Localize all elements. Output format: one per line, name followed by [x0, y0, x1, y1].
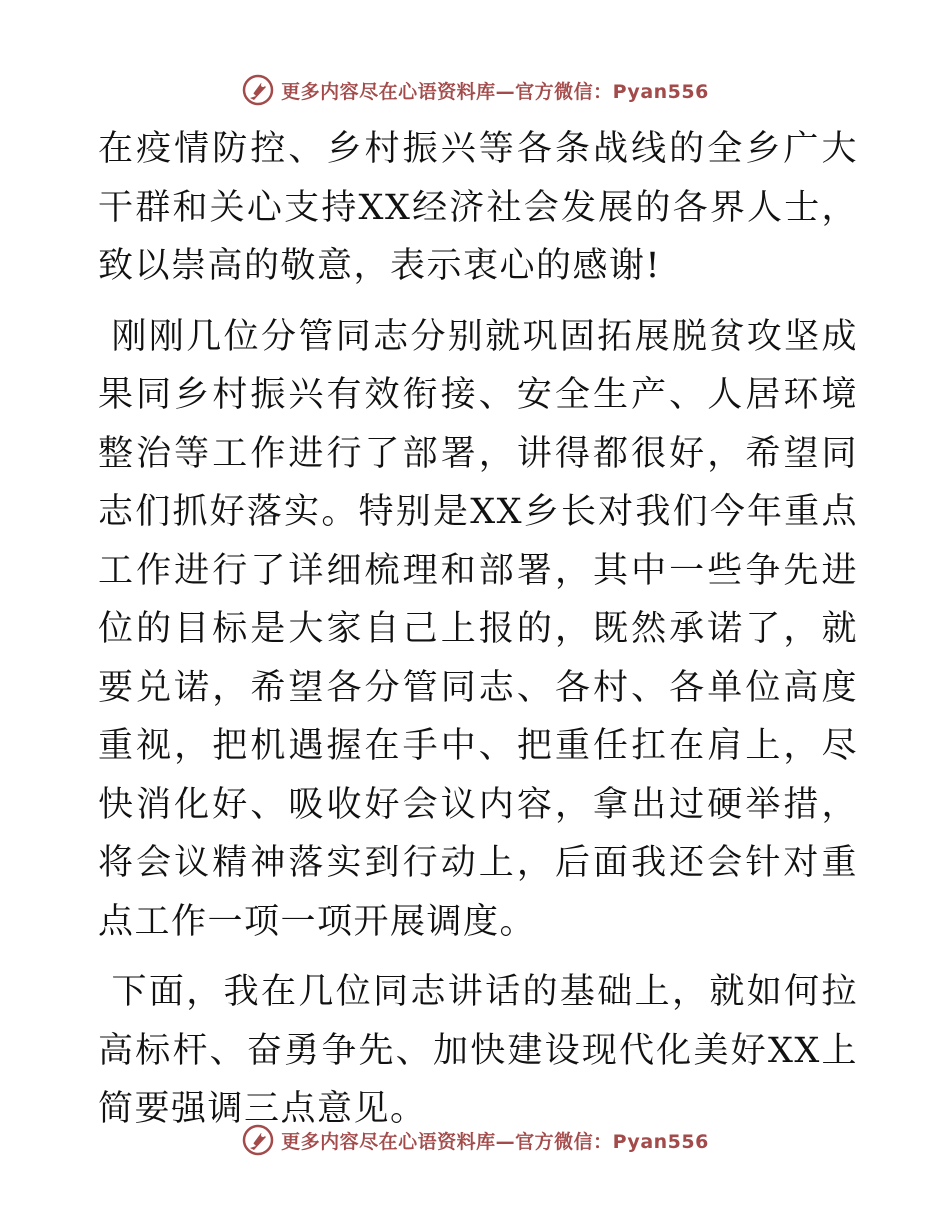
paragraph-2: 刚刚几位分管同志分别就巩固拓展脱贫攻坚成果同乡村振兴有效衔接、安全生产、人居环境整治等工作进行了部署，讲得都很好，希望同志们抓好落实。特别是XX乡长对我们今年重点工作进行了详细梳理和部署，其中一些争先进位的目标是大家自己上报的，既然承诺了，就要兑诺，希望各分管同志、各村、各单位高度重视，把机遇握在手中、把重任扛在肩上，尽快消化好、吸收好会议内容，拿出过硬举措，将会议精神落实到行动上，后面我还会针对重点工作一项一项开展调度。 — [98, 316, 858, 942]
header-banner-text: 更多内容尽在心语资料库—官方微信：Pyan556 — [281, 80, 709, 103]
document-body — [98, 120, 858, 1151]
paragraph-1: 在疫情防控、乡村振兴等各条战线的全乡广大干群和关心支持XX经济社会发展的各界人士，致以崇高的敬意，表示衷心的感谢! — [98, 129, 858, 286]
header-banner — [0, 70, 950, 110]
pen-nib-logo-icon — [241, 1123, 275, 1157]
paragraph-3: 下面，我在几位同志讲话的基础上，就如何拉高标杆、奋勇争先、加快建设现代化美好XX上简要强调三点意见。 — [98, 972, 858, 1129]
footer-banner — [0, 1120, 950, 1160]
pen-nib-logo-icon — [241, 73, 275, 107]
footer-banner-text: 更多内容尽在心语资料库—官方微信：Pyan556 — [281, 1130, 709, 1153]
